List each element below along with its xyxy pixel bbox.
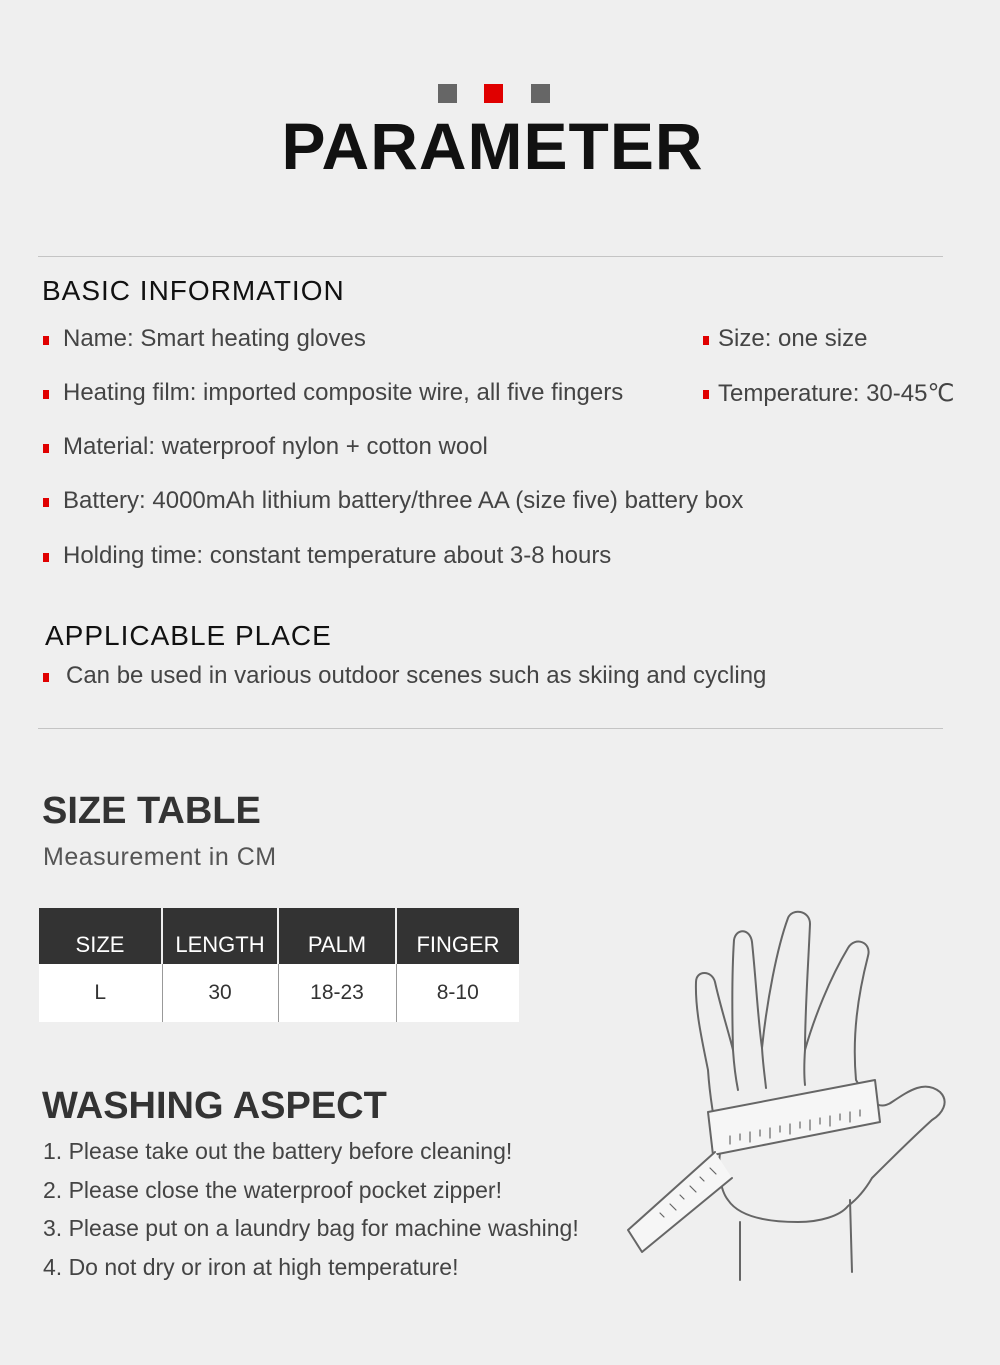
bullet-icon <box>43 336 49 345</box>
cell-length: 30 <box>162 964 278 1022</box>
bullet-icon <box>43 390 49 399</box>
info-item-battery: Battery: 4000mAh lithium battery/three AA (size five) battery box <box>63 487 744 514</box>
column-header-size: SIZE <box>39 908 162 964</box>
washing-item-3: 3. Please put on a laundry bag for machine washing! <box>43 1215 579 1241</box>
page-title: PARAMETER <box>281 109 704 183</box>
column-header-length: LENGTH <box>162 908 278 964</box>
divider-top <box>38 256 943 257</box>
size-table-subtitle: Measurement in CM <box>43 843 277 871</box>
info-item-heating-film: Heating film: imported composite wire, all five fingers <box>63 379 624 406</box>
washing-item-2: 2. Please close the waterproof pocket zipper! <box>43 1177 502 1203</box>
cell-size: L <box>39 964 162 1022</box>
header-square-left <box>438 84 457 103</box>
size-table <box>39 908 519 1022</box>
hand-measuring-tape-icon <box>620 900 980 1290</box>
bullet-icon <box>43 444 49 453</box>
applicable-heading: APPLICABLE PLACE <box>45 620 332 651</box>
size-table-header-row <box>39 908 519 964</box>
info-item-holding-time: Holding time: constant temperature about 3-8 hours <box>63 542 612 569</box>
washing-item-4: 4. Do not dry or iron at high temperature! <box>43 1254 459 1280</box>
bullet-icon <box>43 498 49 507</box>
bullet-icon <box>703 390 709 399</box>
column-header-palm: PALM <box>278 908 396 964</box>
info-item-size: Size: one size <box>718 325 868 352</box>
bullet-icon <box>703 336 709 345</box>
bullet-icon <box>43 673 49 682</box>
bullet-icon <box>43 553 49 562</box>
info-item-name: Name: Smart heating gloves <box>63 325 366 352</box>
applicable-item: Can be used in various outdoor scenes such as skiing and cycling <box>66 662 767 689</box>
cell-finger: 8-10 <box>396 964 519 1022</box>
table-row <box>39 964 519 1022</box>
column-header-finger: FINGER <box>396 908 519 964</box>
info-item-material: Material: waterproof nylon + cotton wool <box>63 433 488 460</box>
header-square-right <box>531 84 550 103</box>
basic-info-heading: BASIC INFORMATION <box>42 275 345 306</box>
size-table-heading: SIZE TABLE <box>42 790 261 832</box>
header-square-center <box>484 84 503 103</box>
washing-item-1: 1. Please take out the battery before cleaning! <box>43 1138 513 1164</box>
divider-bottom <box>38 728 943 729</box>
cell-palm: 18-23 <box>278 964 396 1022</box>
info-item-temperature: Temperature: 30-45℃ <box>718 380 955 407</box>
washing-heading: WASHING ASPECT <box>42 1085 387 1127</box>
